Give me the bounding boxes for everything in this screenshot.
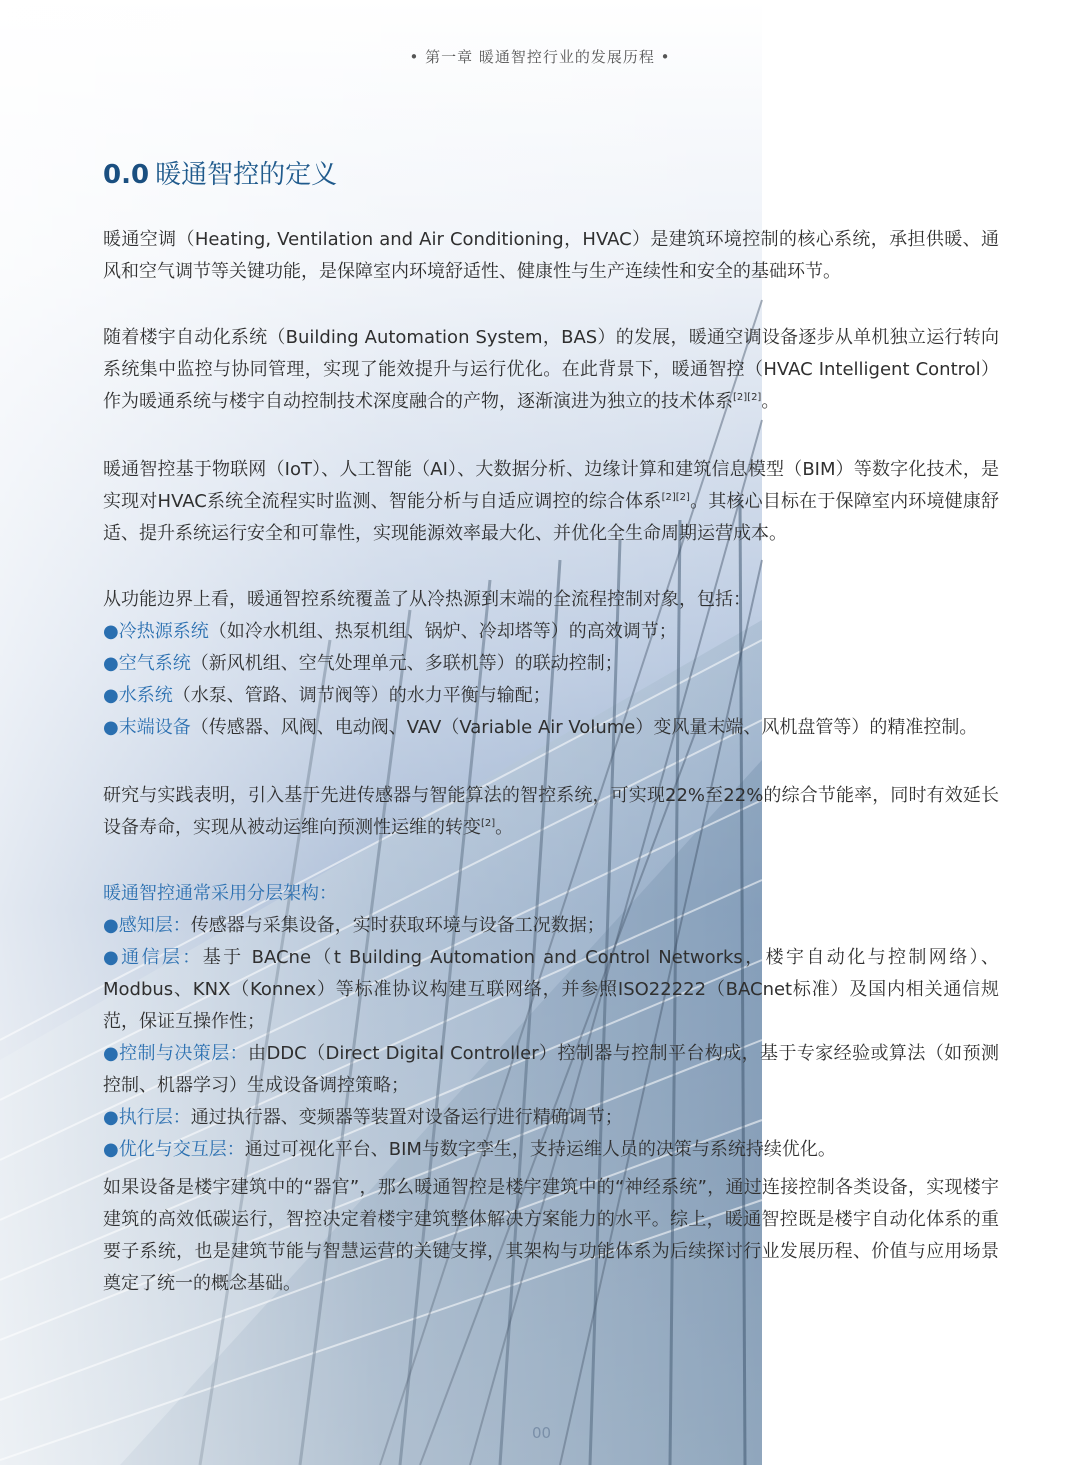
citation-ref: [2] (481, 818, 496, 829)
list-item: ●优化与交互层：通过可视化平台、BIM与数字孪生，支持运维人员的决策与系统持续优化。 (103, 1139, 836, 1160)
paragraph-3-text-b: 。其核心目标在于保障室内环境健康舒适、提升系统运行安全和可靠性，实现能源效率最大化、并优化全生命周期运营成本。 (103, 491, 1000, 544)
citation-ref: [2][2] (661, 492, 690, 503)
section-number: 0.0 (103, 160, 150, 190)
function-boundary-section (103, 584, 999, 744)
paragraph-3-text-a: 暖通智控基于物联网（IoT）、人工智能（AI）、大数据分析、边缘计算和建筑信息模型（BIM）等数字化技术，是实现对HVAC系统全流程实时监测、智能分析与自适应调控的综合体系 (103, 459, 999, 512)
list-item: ●末端设备（传感器、风阀、电动阀、VAV（Variable Air Volume）变风量末端、风机盘管等）的精准控制。 (103, 717, 978, 738)
paragraph-3 (103, 454, 999, 550)
list-item: ●通信层：基于 BACne（t Building Automation and Control Networks，楼宇自动化与控制网络）、Modbus、KNX（Konnex）等标准协议构建互联网络，并参照ISO22222（BACnet标准）及国内相关通信规范，保证互操作性； (103, 947, 999, 1032)
page-number: 00 (532, 1424, 552, 1442)
section-title-text: 暖通智控的定义 (155, 160, 338, 190)
citation-ref: [2][2] (733, 392, 762, 403)
paragraph-7: 如果设备是楼宇建筑中的“器官”，那么暖通智控是楼宇建筑中的“神经系统”，通过连接控制各类设备，实现楼宇建筑的高效低碳运行，智控决定着楼宇建筑整体解决方案能力的水平。综上，暖通智控既是楼宇自动化体系的重要子系统，也是建筑节能与智慧运营的关键支撑，其架构与功能体系为后续探讨行业发展历程、价值与应用场景奠定了统一的概念基础。 (103, 1177, 999, 1294)
function-boundary-intro: 从功能边界上看，暖通智控系统覆盖了从冷热源到末端的全流程控制对象，包括： (103, 589, 751, 610)
paragraph-2-tail: 。 (761, 391, 780, 412)
list-item: ●感知层：传感器与采集设备，实时获取环境与设备工况数据； (103, 915, 605, 936)
list-item: ●空气系统（新风机组、空气处理单元、多联机等）的联动控制； (103, 653, 623, 674)
paragraph-2-text: 随着楼宇自动化系统（Building Automation System，BAS）的发展，暖通空调设备逐步从单机独立运行转向系统集中监控与协同管理，实现了能效提升与运行优化。在此背景下，暖通智控（HVAC Intelligent Control）作为暖通系统与楼宇自动控制技术深度融合的产物，逐渐演进为独立的技术体系 (103, 327, 999, 412)
list-item: ●控制与决策层：由DDC（Direct Digital Controller）控制器与控制平台构成，基于专家经验或算法（如预测控制、机器学习）生成设备调控策略； (103, 1043, 999, 1096)
running-header: • 第一章 暖通智控行业的发展历程 • (409, 48, 671, 66)
paragraph-5-tail: 。 (495, 817, 514, 838)
architecture-section (103, 878, 999, 1166)
list-item: ●水系统（水泵、管路、调节阀等）的水力平衡与输配； (103, 685, 551, 706)
architecture-intro: 暖通智控通常采用分层架构： (103, 883, 337, 904)
paragraph-2 (103, 322, 999, 418)
paragraph-1: 暖通空调（Heating, Ventilation and Air Conditioning，HVAC）是建筑环境控制的核心系统，承担供暖、通风和空气调节等关键功能，是保障室内环境舒适性、健康性与生产连续性和安全的基础环节。 (103, 229, 999, 282)
list-item: ●执行层：通过执行器、变频器等装置对设备运行进行精确调节； (103, 1107, 623, 1128)
list-item: ●冷热源系统（如冷水机组、热泵机组、锅炉、冷却塔等）的高效调节； (103, 621, 677, 642)
paragraph-5-text: 研究与实践表明，引入基于先进传感器与智能算法的智控系统，可实现22%至22%的综合节能率，同时有效延长设备寿命，实现从被动运维向预测性运维的转变 (103, 785, 999, 838)
paragraph-5 (103, 780, 999, 844)
section-title (103, 154, 337, 191)
